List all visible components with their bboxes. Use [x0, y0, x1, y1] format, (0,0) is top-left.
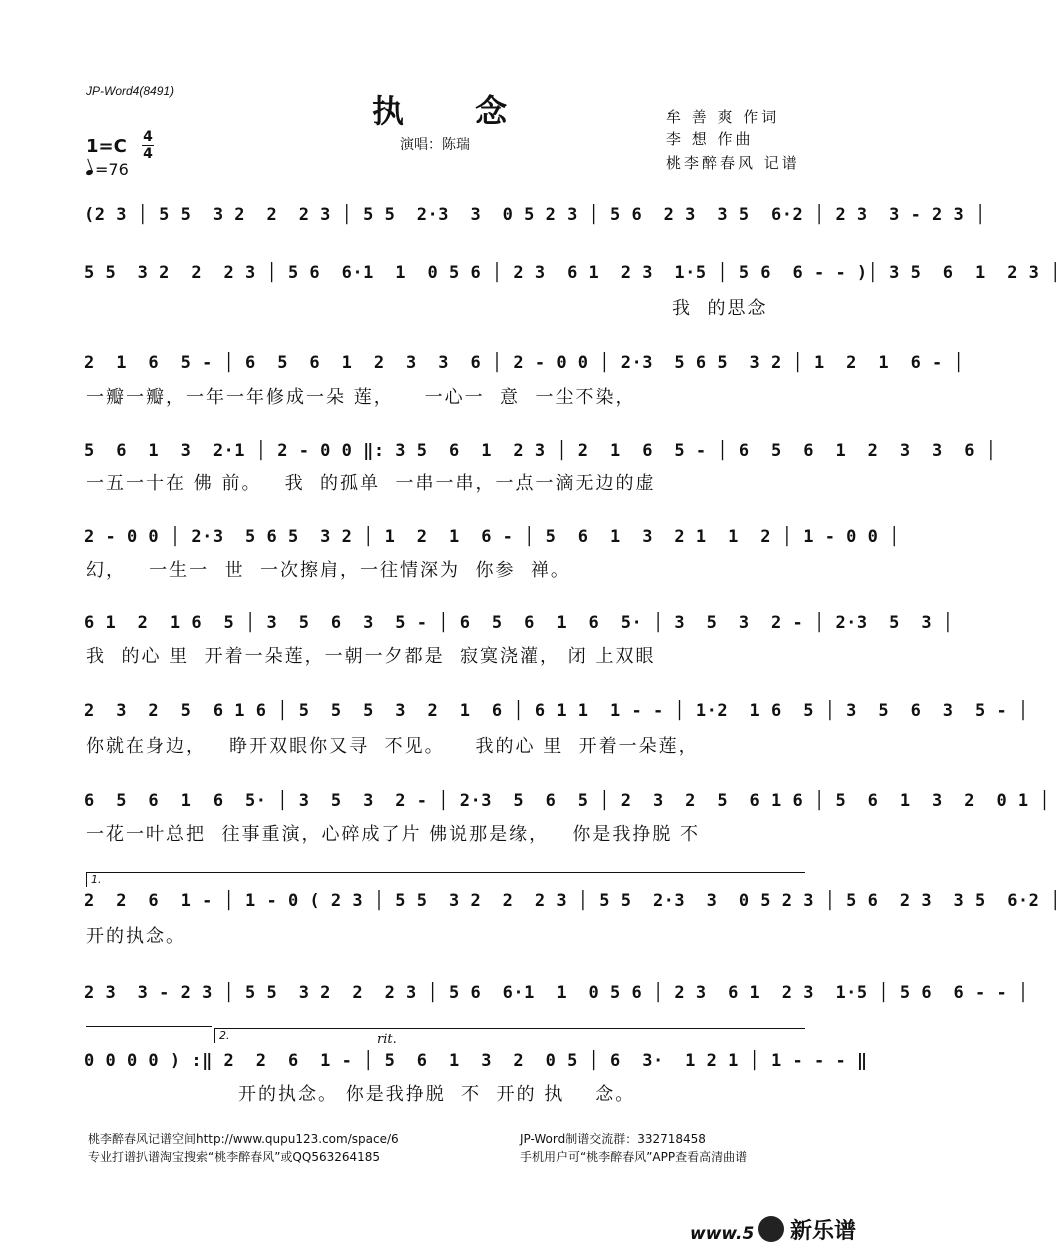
watermark-url: www.5 — [690, 1224, 755, 1244]
score-row — [84, 258, 1061, 288]
score-row — [84, 200, 986, 230]
notation-line: 6 1 2 1 6 5 │ 3 5 6 3 5 - │ 6 5 6 1 6 5· │ 3 5 3 2 - │ 2·3 5 3 │ — [84, 613, 954, 633]
record-logo-icon — [758, 1216, 784, 1242]
notation-line: 5 6 1 3 2·1 │ 2 - 0 0 ‖: 3 5 6 1 2 3 │ 2 1 6 5 - │ 6 5 6 1 2 3 3 6 │ — [84, 441, 997, 461]
notation-line: 5 5 3 2 2 2 3 │ 5 6 6·1 1 0 5 6 │ 2 3 6 1 2 3 1·5 │ 5 6 6 - - )│ 3 5 6 1 2 3 │ — [84, 263, 1061, 283]
notation-line: (2 3 │ 5 5 3 2 2 2 3 │ 5 5 2·3 3 0 5 2 3 │ 5 6 2 3 3 5 6·2 │ 2 3 3 - 2 3 │ — [84, 205, 986, 225]
footer-right-line-1: JP-Word制谱交流群：332718458 — [520, 1132, 706, 1146]
notation-line: 2 3 2 5 6 1 6 │ 5 5 5 3 2 1 6 │ 6 1 1 1 - - │ 1·2 1 6 5 │ 3 5 6 3 5 - │ — [84, 701, 1029, 721]
composer-credit: 李 想 作曲 — [666, 130, 754, 148]
lyric-line: 你就在身边， 睁开双眼你又寻 不见。 我的心 里 开着一朵莲， — [86, 736, 699, 757]
notation-line: 2 3 3 - 2 3 │ 5 5 3 2 2 2 3 │ 5 6 6·1 1 0 5 6 │ 2 3 6 1 2 3 1·5 │ 5 6 6 - - │ — [84, 983, 1029, 1003]
score-row — [84, 348, 965, 378]
footer-right-line-2: 手机用户可“桃李醉春风”APP查看高清曲谱 — [520, 1150, 748, 1164]
notation-line: 2 2 6 1 - │ 1 - 0 ( 2 3 │ 5 5 3 2 2 2 3 │ 5 5 2·3 3 0 5 2 3 │ 5 6 2 3 3 5 6·2 │ — [84, 891, 1061, 911]
footer-left-line-2: 专业打谱扒谱淘宝搜索“桃李醉春风”或QQ563264185 — [88, 1150, 381, 1164]
score-row — [84, 522, 900, 552]
lyric-line: 一瓣一瓣，一年一年修成一朵 莲， 一心一 意 一尘不染， — [86, 387, 636, 408]
quarter-note-icon — [85, 169, 93, 176]
singer-credit: 演唱：陈瑞 — [400, 137, 470, 153]
notation-line: 6 5 6 1 6 5· │ 3 5 3 2 - │ 2·3 5 6 5 │ 2 3 2 5 6 1 6 │ 5 6 1 3 2 0 1 │ — [84, 791, 1051, 811]
footer-left-line-1: 桃李醉春风记谱空间http://www.qupu123.com/space/6 — [88, 1132, 399, 1146]
time-sig-bottom: 4 — [143, 146, 153, 162]
tempo-value: =76 — [95, 160, 129, 179]
lyric-line: 我 的心 里 开着一朵莲，一朝一夕都是 寂寞浇灌， 闭 上双眼 — [86, 646, 656, 667]
score-row — [84, 696, 1029, 726]
software-label: JP-Word4(8491) — [86, 84, 175, 98]
lyric-line: 开的执念。 你是我挣脱 不 开的 执 念。 — [238, 1084, 636, 1105]
time-sig-top: 4 — [143, 129, 153, 145]
song-title: 执 念 — [372, 92, 538, 130]
score-row — [84, 886, 1061, 916]
score-row — [84, 978, 1029, 1008]
volta-2-bracket: 2. — [214, 1028, 805, 1043]
volta-1-bracket: 1. — [86, 872, 805, 887]
notation-line: 2 1 6 5 - │ 6 5 6 1 2 3 3 6 │ 2 - 0 0 │ 2·3 5 6 5 3 2 │ 1 2 1 6 - │ — [84, 353, 965, 373]
lyric-line: 幻， 一生一 世 一次擦肩，一往情深为 你参 禅。 — [86, 560, 571, 581]
score-row — [84, 1046, 868, 1076]
score-row — [84, 608, 954, 638]
score-row — [84, 786, 1051, 816]
tempo-marking — [86, 160, 129, 179]
watermark-brand: 新乐谱 — [790, 1219, 857, 1244]
volta-1-continuation — [86, 1026, 212, 1027]
lyric-line: 开的执念。 — [86, 926, 186, 947]
notation-line: 0 0 0 0 ) :‖ 2 2 6 1 - │ 5 6 1 3 2 0 5 │ 6 3· 1 2 1 │ 1 - - - ‖ — [84, 1051, 868, 1071]
lyricist-credit: 牟 善 爽 作词 — [666, 108, 780, 126]
notation-line: 2 - 0 0 │ 2·3 5 6 5 3 2 │ 1 2 1 6 - │ 5 6 1 3 2 1 1 2 │ 1 - 0 0 │ — [84, 527, 900, 547]
key-signature: 1=C — [86, 136, 127, 157]
lyric-line: 一五一十在 佛 前。 我 的孤单 一串一串，一点一滴无边的虚 — [86, 473, 656, 494]
transcriber-credit: 桃李醉春风 记谱 — [666, 154, 800, 172]
lyric-line: 一花一叶总把 往事重演，心碎成了片 佛说那是缘， 你是我挣脱 不 — [86, 824, 701, 845]
score-row — [84, 436, 997, 466]
ritardando-mark: rit. — [377, 1032, 397, 1047]
lyric-line: 我 的思念 — [672, 298, 768, 319]
time-signature — [142, 130, 154, 161]
